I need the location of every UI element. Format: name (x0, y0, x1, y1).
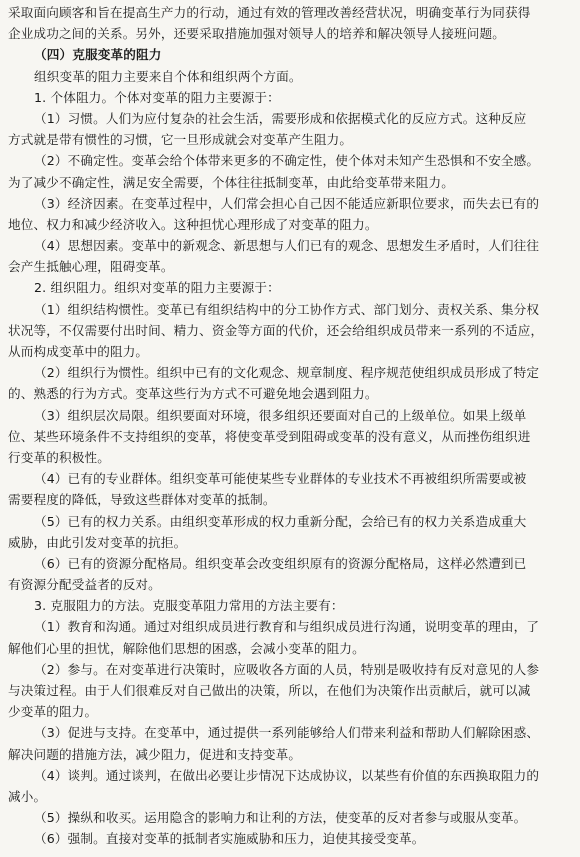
text-line: 需要程度的降低，导致这些群体对变革的抵制。 (8, 492, 276, 508)
paragraph-start: （3）促进与支持。在变革中，通过提供一系列能够给人们带来利益和帮助人们解除困惑、 (34, 725, 540, 741)
text-line: 企业成功之间的关系。另外，还要采取措施加强对领导人的培养和解决领导人接班问题。 (8, 26, 506, 42)
text-line: 有资源分配受益者的反对。 (8, 577, 161, 593)
text-line: 从而构成变革中的阻力。 (8, 344, 149, 359)
text-line: 威胁，由此引发对变革的抗拒。 (8, 534, 187, 550)
paragraph-start: （1）习惯。人们为应付复杂的社会生活，需要形成和依据模式化的反应方式。这种反应 (34, 110, 527, 126)
text-line: 行变革的积极性。 (8, 449, 110, 465)
paragraph-start: （3）经济因素。在变革过程中，人们常会担心自己因不能适应新职位要求，而失去已有的 (34, 195, 540, 211)
paragraph-start: （5）已有的权力关系。由组织变革形成的权力重新分配，会给已有的权力关系造成重大 (34, 513, 527, 529)
text-line: 采取面向顾客和旨在提高生产力的行动，通过有效的管理改善经营状况，明确变革行为同获得 (8, 5, 531, 20)
subsection-heading: 3. 克服阻力的方法。克服变革阻力常用的方法主要有： (34, 598, 344, 614)
text-line: 方式就是带有惯性的习惯，它一旦形成就会对变革产生阻力。 (8, 132, 353, 148)
section-heading: （四）克服变革的阻力 (34, 47, 162, 63)
paragraph-start: （6）强制。直接对变革的抵制者实施威胁和压力，迫使其接受变革。 (34, 831, 425, 847)
text-line: 少变革的阻力。 (8, 704, 98, 720)
paragraph-start: （4）已有的专业群体。组织变革可能使某些专业群体的专业技术不再被组织所需要或被 (34, 471, 527, 487)
text-line: 解他们心里的担忧，解除他们思想的困惑，会减小变革的阻力。 (8, 640, 365, 656)
text-line: 地位、权力和减少经济收入。这种担忧心理形成了对变革的阻力。 (8, 216, 378, 232)
paragraph-start: （4）思想因素。变革中的新观念、新思想与人们已有的观念、思想发生矛盾时，人们往往 (34, 238, 540, 254)
text-line: 的、熟悉的行为方式。变革这些行为方式不可避免地会遇到阻力。 (8, 386, 378, 402)
paragraph-start: （1）教育和沟通。通过对组织成员进行教育和与组织成员进行沟通，说明变革的理由，了 (34, 619, 540, 635)
paragraph-start: 组织变革的阻力主要来自个体和组织两个方面。 (34, 68, 302, 84)
subsection-heading: 2. 组织阻力。组织对变革的阻力主要源于： (34, 280, 280, 296)
text-line: 状况等，不仅需要付出时间、精力、资金等方面的代价，还会给组织成员带来一系列的不适应， (8, 322, 544, 338)
text-line: 解决问题的措施方法，减少阻力，促进和支持变革。 (8, 746, 302, 762)
paragraph-start: （2）参与。在对变革进行决策时，应吸收各方面的人员，特别是吸收持有反对意见的人参 (34, 661, 540, 677)
paragraph-start: （6）已有的资源分配格局。组织变革会改变组织原有的资源分配格局，这样必然遭到已 (34, 555, 527, 571)
paragraph-start: （4）谈判。通过谈判，在做出必要让步情况下达成协议，以某些有价值的东西换取阻力的 (34, 767, 540, 783)
paragraph-start: （5）操纵和收买。运用隐含的影响力和让利的方法，使变革的反对者参与或服从变革。 (34, 810, 527, 826)
paragraph-start: （2）不确定性。变革会给个体带来更多的不确定性，使个体对未知产生恐惧和不安全感。 (34, 153, 540, 169)
paragraph-start: （2）组织行为惯性。组织中已有的文化观念、规章制度、程序规范使组织成员形成了特定 (34, 365, 540, 381)
text-line: 与决策过程。由于人们很难反对自己做出的决策，所以，在他们为决策作出贡献后，就可以减 (8, 683, 531, 698)
text-line: 为了减少不确定性，满足安全需要，个体往往抵制变革，由此给变革带来阻力。 (8, 174, 455, 190)
text-line: 减小。 (8, 788, 47, 804)
text-line: 位、某些环境条件不支持组织的变革，将使变革受到阻碍或变革的没有意义，从而挫伤组织进 (8, 428, 531, 444)
paragraph-start: （3）组织层次局限。组织要面对环境，很多组织还要面对自己的上级单位。如果上级单 (34, 407, 527, 423)
paragraph-start: （1）组织结构惯性。变革已有组织结构中的分工协作方式、部门划分、责权关系、集分权 (34, 301, 540, 317)
subsection-heading: 1. 个体阻力。个体对变革的阻力主要源于： (34, 89, 280, 105)
text-line: 会产生抵触心理，阻碍变革。 (8, 259, 174, 275)
